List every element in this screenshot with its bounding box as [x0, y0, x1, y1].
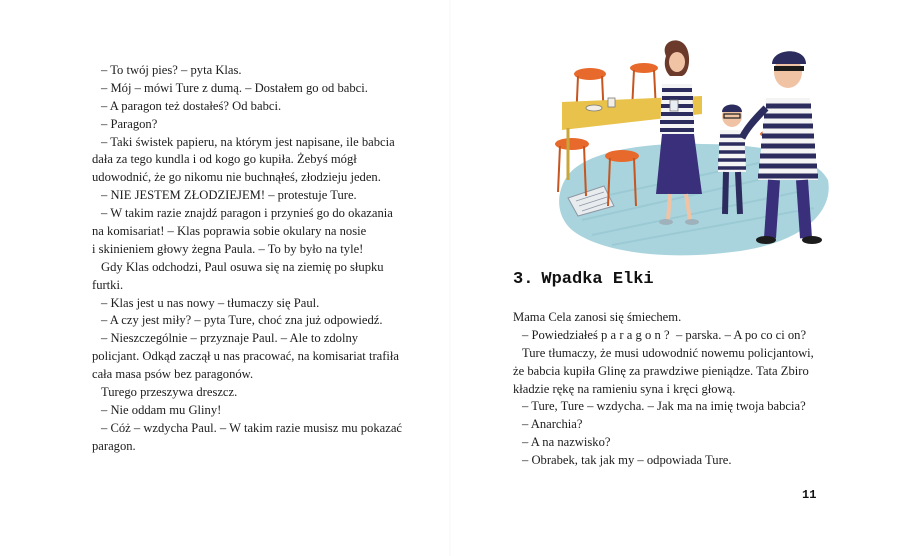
text-line: – A paragon też dostałeś? Od babci. — [101, 98, 282, 113]
text-line: – A czy jest miły? – pyta Ture, choć zna już odpowiedź. — [101, 313, 383, 328]
text-line: cała masa psów bez paragonów. — [92, 367, 254, 382]
text-line: kładzie rękę na ramieniu syna i kręci głową. — [513, 381, 736, 396]
text-line: Mama Cela zanosi się śmiechem. — [513, 310, 682, 324]
page-number: 11 — [802, 488, 817, 502]
text-line: że babcia kupiła Glinę za prawdziwe pieniądze. Tata Zbiro — [513, 363, 809, 378]
cup — [608, 98, 615, 107]
chapter-heading — [513, 270, 654, 289]
text-line: paragon. — [92, 438, 136, 453]
plate — [586, 105, 602, 111]
family-illustration — [552, 30, 832, 262]
text-line: – Taki świstek papieru, na którym jest napisane, ile babcia — [101, 134, 395, 149]
text-line: – A na nazwisko? — [522, 435, 611, 450]
text-line: dała za tego kundla i od kogo go kupiła. Żebyś mógł — [92, 152, 357, 167]
text-line: – W takim razie znajdź paragon i przynieś go do okazania — [101, 206, 393, 221]
right-page-text — [513, 309, 813, 470]
text-line: – To twój pies? – pyta Klas. — [101, 63, 242, 77]
text-line: udowodnić, że go nikomu nie buchnąłeś, złodzieju jeden. — [92, 170, 381, 185]
text-line: Turego przeszywa dreszcz. — [101, 385, 238, 400]
text-line: – Ture, Ture – wzdycha. – Jak ma na imię twoja babcia? — [522, 399, 806, 414]
left-page-text — [92, 62, 403, 456]
text-line: – NIE JESTEM ZŁODZIEJEM! – protestuje Ture. — [101, 188, 357, 203]
text-line: – Nie oddam mu Gliny! — [101, 402, 222, 417]
text-line: i skinieniem głowy żegna Paula. – To by było na tyle! — [92, 241, 364, 256]
line-part: – parska. – A po co ci on? — [672, 327, 807, 342]
text-line: furtki. — [92, 277, 124, 292]
text-line: – Klas jest u nas nowy – tłumaczy się Paul. — [101, 295, 320, 310]
text-line: – Cóż – wzdycha Paul. – W takim razie musisz mu pokazać — [101, 420, 403, 435]
text-line: policjant. Odkąd zaczął u nas pracować, na komisariat trafiła — [92, 349, 400, 364]
text-line: – Paragon? — [101, 116, 158, 131]
text-line — [513, 327, 813, 345]
chapter-number: 3. — [513, 270, 534, 289]
chapter-title: Wpadka Elki — [541, 270, 654, 289]
text-line: – Anarchia? — [522, 417, 583, 432]
text-line: na komisariat! – Klas poprawia sobie okulary na nosie — [92, 224, 367, 239]
line-part: – Powiedziałeś — [522, 327, 602, 342]
text-line: – Mój – mówi Ture z dumą. – Dostałem go od babci. — [101, 80, 368, 95]
text-line: – Nieszczególnie – przyznaje Paul. – Ale to zdolny — [101, 331, 359, 346]
text-line: Gdy Klas odchodzi, Paul osuwa się na ziemię po słupku — [101, 259, 384, 274]
right-page — [450, 0, 900, 556]
spaced-word: paragon? — [601, 327, 673, 342]
text-line: Ture tłumaczy, że musi udowodnić nowemu policjantowi, — [522, 345, 814, 360]
text-line: – Obrabek, tak jak my – odpowiada Ture. — [522, 453, 732, 468]
